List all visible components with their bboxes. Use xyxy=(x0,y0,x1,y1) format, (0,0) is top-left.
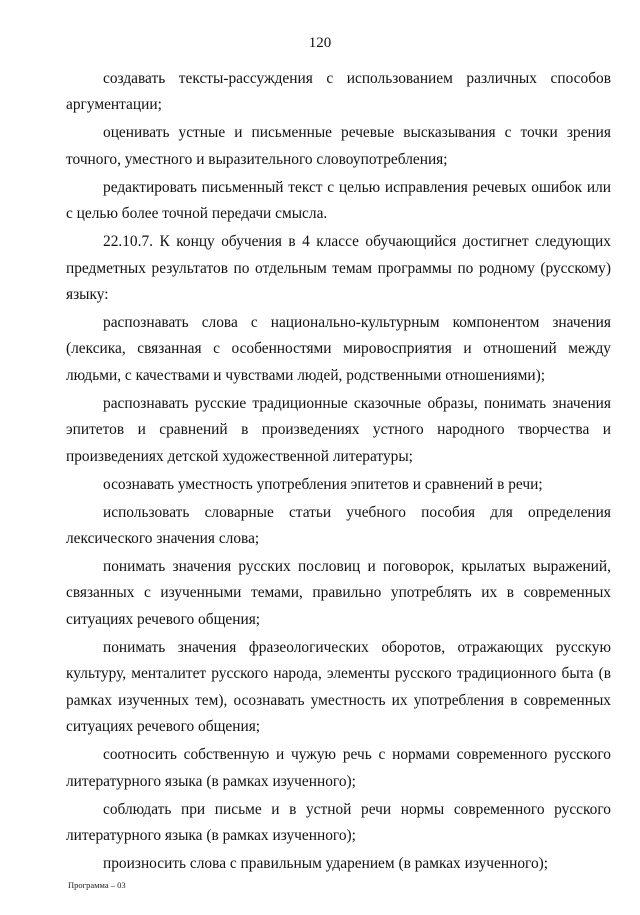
paragraph: редактировать письменный текст с целью исправления речевых ошибок или с целью более точной передачи смысла. xyxy=(66,178,611,223)
paragraph: создавать тексты-рассуждения с использованием различных способов аргументации; xyxy=(66,70,611,114)
paragraph: распознавать слова с национально-культурным компонентом значения (лексика, связанная с особенностями мировосприятия и отношений между людьми, с качествами и чувствами людей, родственными отношениями); xyxy=(66,314,611,384)
page-number: 120 xyxy=(308,35,332,51)
paragraph: произносить слова с правильным ударением (в рамках изученного); xyxy=(103,854,549,872)
paragraph: понимать значения фразеологических оборотов, отражающих русскую культуру, менталитет русского народа, элементы русского традиционного быта (в рамках изученных тем), осознавать уместность их употребления в современных ситуациях речевого общения; xyxy=(66,638,611,736)
paragraph: оценивать устные и письменные речевые высказывания с точки зрения точного, уместного и выразительного словоупотребления; xyxy=(66,124,611,168)
paragraph: использовать словарные статьи учебного пособия для определения лексического значения слова; xyxy=(66,503,611,548)
paragraph: осознавать уместность употребления эпитетов и сравнений в речи; xyxy=(103,475,543,493)
paragraph: понимать значения русских пословиц и поговорок, крылатых выражений, связанных с изученными темами, правильно употреблять их в современных ситуациях речевого общения; xyxy=(66,558,611,628)
footer-label: Программа – 03 xyxy=(68,880,126,890)
paragraph: соблюдать при письме и в устной речи нормы современного русского литературного языка (в рамках изученного); xyxy=(66,800,611,844)
paragraph: соотносить собственную и чужую речь с нормами современного русского литературного языка (в рамках изученного); xyxy=(66,746,611,790)
paragraph: распознавать русские традиционные сказочные образы, понимать значения эпитетов и сравнений в произведениях устного народного творчества и произведениях детской художественной литературы; xyxy=(66,394,611,465)
section-heading-paragraph: 22.10.7. К концу обучения в 4 классе обучающийся достигнет следующих предметных результатов по отдельным темам программы по родному (русскому) языку: xyxy=(66,233,611,304)
page-body xyxy=(66,66,611,879)
